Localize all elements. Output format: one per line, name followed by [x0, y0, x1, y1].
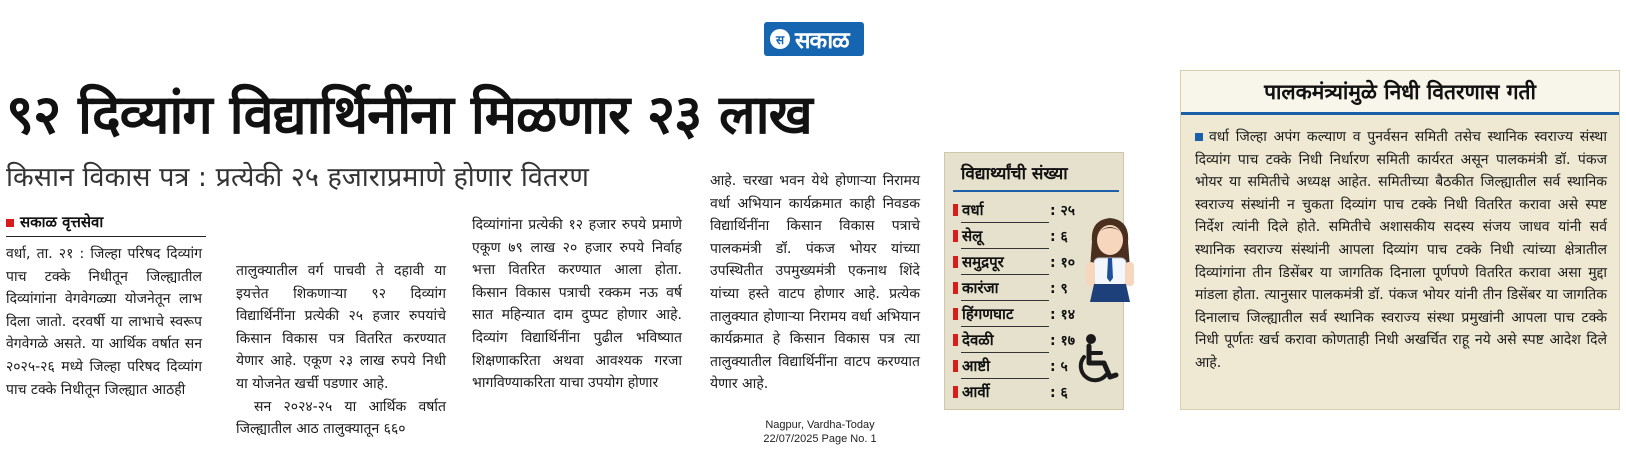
footer-edition: Nagpur, Vardha-Today: [765, 419, 875, 431]
taluka-name: वर्धा: [962, 201, 984, 219]
taluka-name: देवळी: [962, 331, 994, 349]
footer-date-page: 22/07/2025 Page No. 1: [763, 433, 877, 445]
byline: [6, 212, 206, 237]
row-marker-icon: [953, 334, 958, 346]
row-marker-icon: [953, 360, 958, 372]
article-column-2: [236, 260, 446, 441]
column-1-text: वर्धा, ता. २१ : जिल्हा परिषद दिव्यांग पाच टक्के निधीतून जिल्ह्यातील दिव्यांगांना वेगवेगळ्या योजनेतून लाभ दिला जातो. दरवर्षी या लाभाचे स्वरूप वेगवेगळे असते. या आर्थिक वर्षात सन २०२५-२६ मध्ये जिल्हा परिषद दिव्यांग पाच टक्के निधीतून जिल्ह्यात आठही: [6, 246, 202, 398]
row-marker-icon: [953, 308, 958, 320]
student-count-list: [953, 197, 1075, 405]
taluka-name: आष्टी: [962, 357, 990, 375]
taluka-name: समुद्रपूर: [962, 253, 1004, 271]
logo-text: सकाळ: [795, 28, 849, 54]
schoolgirl-illustration-icon: [1082, 212, 1138, 312]
sidebar-story-title: पालकमंत्र्यांमुळे निधी वितरणास गती: [1181, 71, 1619, 115]
page-footer: [740, 418, 900, 446]
newspaper-logo: [764, 22, 864, 56]
sidebar-story-box: [1180, 70, 1620, 410]
taluka-count: : १७: [1050, 332, 1076, 349]
article-column-4: [710, 170, 920, 396]
taluka-count: : १०: [1050, 254, 1076, 271]
taluka-count: : ९: [1050, 280, 1068, 297]
taluka-name: कारंजा: [962, 279, 999, 297]
column-4-text: आहे. चरखा भवन येथे होणाऱ्या निरामय वर्धा अभियान कार्यक्रमात काही निवडक विद्यार्थिनींना किसान विकास पत्राचे पालकमंत्री डॉ. पंकज भोयर यांच्या उपस्थितीत उपमुख्यमंत्री एकनाथ शिंदे यांच्या हस्ते वाटप होणार आहे. प्रत्येक तालुक्यात होणाऱ्या निरामय वर्धा अभियान कार्यक्रमात हे किसान विकास पत्र त्या तालुक्यातील विद्यार्थिनींना वाटप करण्यात येणार आहे.: [710, 173, 920, 393]
sidebar-story-text: वर्धा जिल्हा अपंग कल्याण व पुनर्वसन समिती तसेच स्थानिक स्वराज्य संस्था दिव्यांग पाच टक्के निधी निर्धारण समिती कार्यरत असून पालकमंत्री डॉ. पंकज भोयर या समितीचे अध्यक्ष आहेत. समितीच्या बैठकीत जिल्ह्यातील सर्व स्थानिक स्वराज्य संस्थांनी न चुकता दिव्यांग पाच टक्के निधी वितरित करावा असे स्पष्ट निर्देश त्यांनी दिले होते. समितीचे अशासकीय सदस्य संजय जाधव यांनी सर्व स्थानिक स्वराज्य संस्थांनी आपला दिव्यांग पाच टक्के निधी त्यांच्या क्षेत्रातील दिव्यांगांना तीन डिसेंबर या जागतिक दिनाला पूर्णपणे वितरित करावा असा मुद्दा मांडला होता. त्यानुसार पालकमंत्री डॉ. पंकज भोयर यांनी तीन डिसेंबर या जागतिक दिनालाच जिल्ह्यातील सर्व स्थानिक स्वराज्य संस्था प्रमुखांनी आपला पाच टक्के निधी पूर्णतः खर्च करावा कोणताही निधी अखर्चित राहू नये असे स्पष्ट आदेश दिले आहे.: [1195, 129, 1607, 371]
taluka-row: [953, 353, 1075, 379]
sidebar-story-body: [1195, 126, 1607, 375]
column-2-paragraph-1: तालुक्यातील वर्ग पाचवी ते दहावी या इयत्तेत शिकणाऱ्या ९२ दिव्यांग विद्यार्थिनींना प्रत्येकी २५ हजार रुपयांचे किसान विकास पत्र वितरित करण्यात येणार आहे. एकूण २३ लाख रुपये निधी या योजनेत खर्ची पडणार आहे.: [236, 263, 446, 392]
article-headline: ९२ दिव्यांग विद्यार्थिनींना मिळणार २३ लाख: [6, 83, 812, 146]
row-marker-icon: [953, 204, 958, 216]
taluka-count: : १४: [1050, 306, 1076, 323]
taluka-name: आर्वी: [962, 383, 990, 401]
taluka-count: : २५: [1050, 202, 1076, 219]
byline-square-icon: [6, 219, 14, 227]
student-count-divider: [953, 190, 1119, 192]
wheelchair-icon: [1076, 333, 1120, 389]
taluka-row: [953, 223, 1075, 249]
taluka-row: [953, 249, 1075, 275]
column-3-text: दिव्यांगांना प्रत्येकी १२ हजार रुपये प्रमाणे एकूण ७९ लाख २० हजार रुपये निर्वाह भत्ता वितरित करण्यात आला होता. किसान विकास पत्राची रक्कम नऊ वर्ष सात महिन्यात दाम दुप्पट होणार आहे. दिव्यांग विद्यार्थिनींना पुढील भविष्यात शिक्षणाकरिता अथवा आवश्यक गरजा भागविण्याकरिता याचा उपयोग होणार: [472, 217, 682, 392]
row-marker-icon: [953, 230, 958, 242]
taluka-name: हिंगणघाट: [962, 305, 1014, 323]
taluka-row: [953, 301, 1075, 327]
taluka-row: [953, 327, 1075, 353]
taluka-name: सेलू: [962, 227, 983, 245]
article-column-3: [472, 214, 682, 395]
taluka-row: [953, 197, 1075, 223]
logo-mark-icon: स: [770, 29, 790, 49]
row-marker-icon: [953, 282, 958, 294]
article-column-1: [6, 243, 202, 401]
taluka-count: : ६: [1050, 384, 1068, 401]
student-count-title: विद्यार्थ्यांची संख्या: [961, 164, 1068, 184]
taluka-count: : ५: [1050, 358, 1068, 375]
column-2-paragraph-2: सन २०२४-२५ या आर्थिक वर्षात जिल्ह्यातील आठ तालुक्यातून ६६०: [236, 398, 446, 438]
row-marker-icon: [953, 256, 958, 268]
bullet-square-icon: [1195, 133, 1203, 141]
taluka-row: [953, 379, 1075, 405]
byline-text: सकाळ वृत्तसेवा: [20, 213, 104, 231]
row-marker-icon: [953, 386, 958, 398]
article-subheadline: किसान विकास पत्र : प्रत्येकी २५ हजाराप्रमाणे होणार वितरण: [6, 162, 589, 193]
taluka-count: : ६: [1050, 228, 1068, 245]
taluka-row: [953, 275, 1075, 301]
